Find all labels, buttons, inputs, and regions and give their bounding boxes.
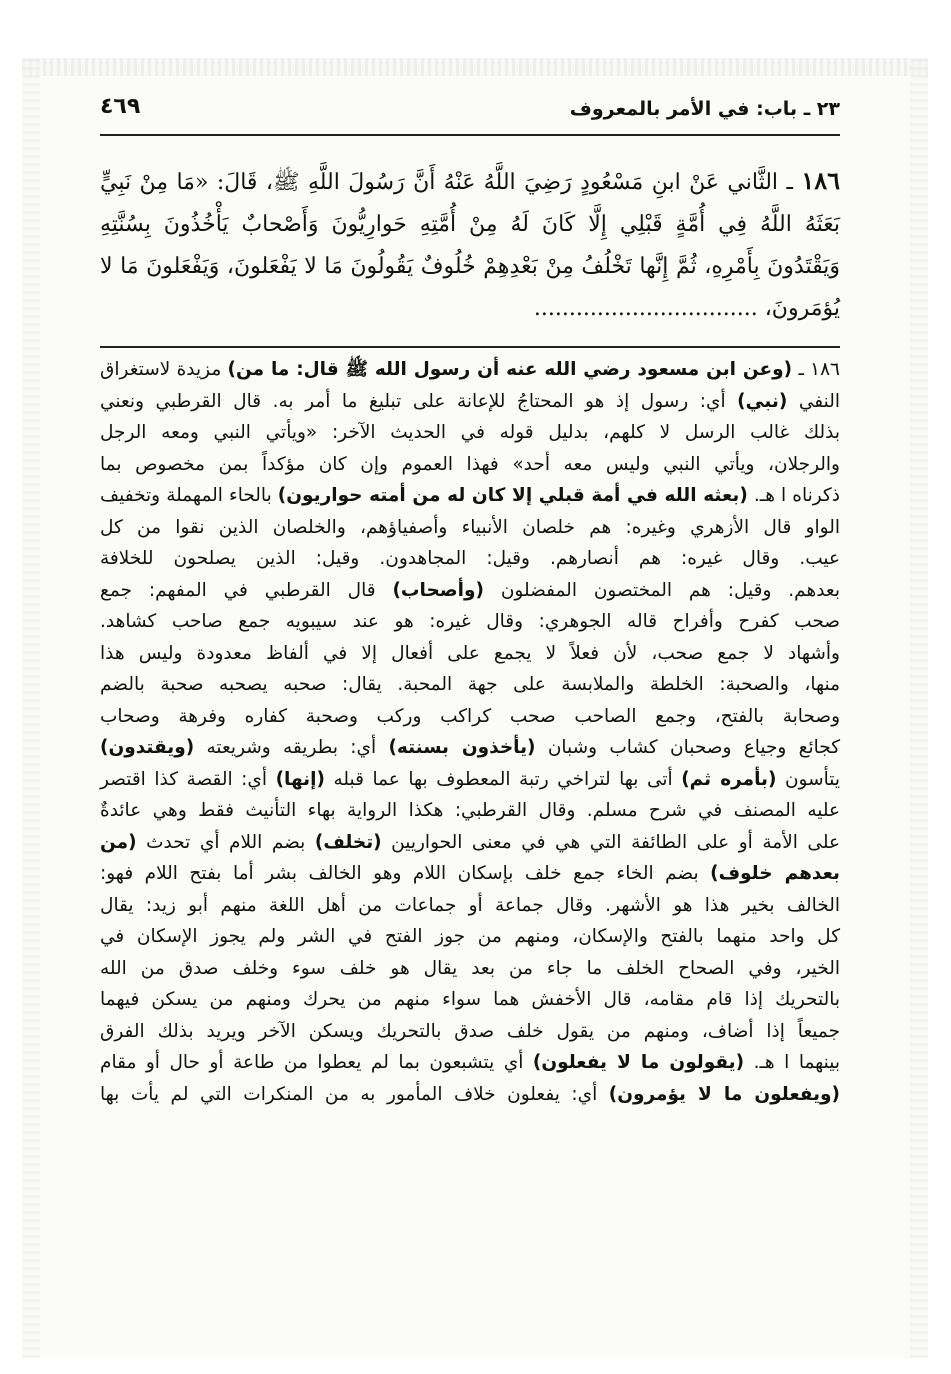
hadith-number: ١٨٦ [801, 166, 840, 195]
commentary-line: الخالف بخير هذا هو الأشهر. وقال جماعة أو جماعات من أهل اللغة منهم أبو زيد: يقال [100, 894, 840, 916]
header-rule [100, 134, 840, 136]
commentary-line: الواو قال الأزهري وغيره: هم خلصان الأنبياء وأصفياؤهم، والخلصان الذين نقوا من كل [100, 516, 840, 538]
chapter-title: ٢٣ ـ باب: في الأمر بالمعروف [569, 98, 840, 120]
commentary-line: وأشهاد لا جمع صحب، لأن فعلاً لا يجمع على أفعال إلا في ألفاظ معدودة وليس هذا [100, 642, 840, 664]
commentary-line: بالتحريك إذا قام مقامه، قال الأخفش هما سواء منهم من يحرك ومنهم من يسكن فيهما [100, 989, 840, 1010]
commentary-line: صحب كفرح وأفراح قاله الجوهري: وقال غيره: هو عند سيبويه جمع صاحب كشاهد. [100, 611, 840, 632]
commentary-line: يتأسون (بأمره ثم) أتى بها لتراخي رتبة المعطوف بها عما قبله (إنها) أي: القصة كذا اقتصر [100, 768, 840, 790]
commentary-line: عيب. وقال غيره: هم أنصارهم. وقيل: المجاهدون. وقيل: الذين يصلحون للخلافة [100, 548, 840, 569]
footnote-rule [100, 346, 840, 348]
commentary-text [100, 354, 840, 1110]
hadith-body: ـ الثَّاني عَنْ ابنِ مَسْعُودٍ رَضِيَ اللَّهُ عَنْهُ أَنَّ رَسُولَ اللَّهِ ﷺ، قَالَ: «مَا مِنْ نَبِيٍّ بَعَثَهُ اللَّهُ فِي أُمَّةٍ قَبْلِي إِلَّا كَانَ لَهُ مِنْ أُمَّتِهِ حَوارِيُّونَ وَأَصْحابٌ يَأْخُذُونَ بِسُنَّتِهِ وَيَقْتَدُونَ بِأَمْرِهِ، ثُمَّ إِنَّها تَخْلُفُ مِنْ بَعْدِهِمْ خُلُوفٌ يَقُولُونَ مَا لا يَفْعَلونَ، وَيَفْعَلونَ مَا لا يُؤمَرونَ، [100, 170, 840, 321]
commentary-line: والرجلان، ويأتي النبي وليس معه أحد» فهذا العموم وإن كان مؤكداً بمن مخصوص بما [100, 453, 840, 475]
hadith-ellipsis: ................................ [533, 296, 758, 321]
commentary-line: ذكرناه ا هـ. (بعثه الله في أمة قبلي إلا كان له من أمته حواريون) بالحاء المهملة وتخفيف [100, 485, 840, 506]
hadith-text [100, 160, 840, 330]
commentary-line: بعدهم. وقيل: هم المختصون المفضلون (وأصحاب) قال القرطبي في المفهم: جمع [100, 579, 840, 601]
page-edge-top [22, 58, 928, 76]
commentary-line: منها، والصحبة: الخلطة والملابسة على جهة المحبة. يقال: صحبه يصحبه صحبة بالضم [100, 674, 840, 695]
page-edge-left [22, 58, 40, 1358]
commentary-line: ١٨٦ ـ (وعن ابن مسعود رضي الله عنه أن رسول الله ﷺ قال: ما من) مزيدة لاستغراق [100, 359, 840, 380]
commentary-line: كجائع وجياع وصحبان كشاب وشبان (يأخذون بسنته) أي: بطريقه وشريعته (ويقتدون) [100, 737, 841, 758]
commentary-line: (ويفعلون ما لا يؤمرون) أي: يفعلون خلاف المأمور به من المنكرات التي لم يأت بها [100, 1083, 840, 1105]
commentary-line: على الأمة أو على الطائفة التي هي في معنى الحواريين (تخلف) بضم اللام أي تحدث (من [100, 831, 840, 853]
commentary-line: بذلك غالب الرسل لا كلهم، بدليل قوله في الحديث الآخر: «ويأتي النبي ومعه الرجل [100, 422, 840, 443]
commentary-line: وصحابة بالفتح، وجمع الصاحب صحب كراكب وركب وصحبة كفاره وفرهة وصحاب [100, 705, 840, 727]
commentary-line: عليه المصنف في شرح مسلم. وقال القرطبي: هكذا الرواية بهاء التأنيث فقط وهي عائدةٌ [100, 800, 840, 821]
page-edge-right [910, 58, 928, 1358]
commentary-line: بينهما ا هـ. (يقولون ما لا يفعلون) أي يتشبعون بما لم يعطوا من طاعة أو حال أو مقام [100, 1052, 841, 1073]
commentary-line: النفي (نبي) أي: رسول إذ هو المحتاجُ للإعانة على تبليغ ما أمر به. قال القرطبي ونعني [100, 390, 840, 412]
commentary-line: بعدهم خلوف) بضم الخاء جمع خلف بإسكان اللام وهو الخالف بشر أما بفتح اللام فهو: [100, 863, 841, 884]
page-number: ٤٦٩ [100, 94, 141, 119]
commentary-line: الخير، وفي الصحاح الخلف ما جاء من بعد يقال هو خلف سوء وخلف صدق من الله [100, 957, 840, 979]
running-header [100, 92, 840, 132]
commentary-line: جميعاً إذا أضاف، ومنهم من يقول خلف صدق بالتحريك ويسكن الآخر ويريد بذلك الفرق [100, 1020, 840, 1042]
commentary-line: كل واحد منهما بالفتح والإسكان، ومنهم من جوز الفتح في الشر ولم يجوز الإسكان في [100, 926, 840, 947]
